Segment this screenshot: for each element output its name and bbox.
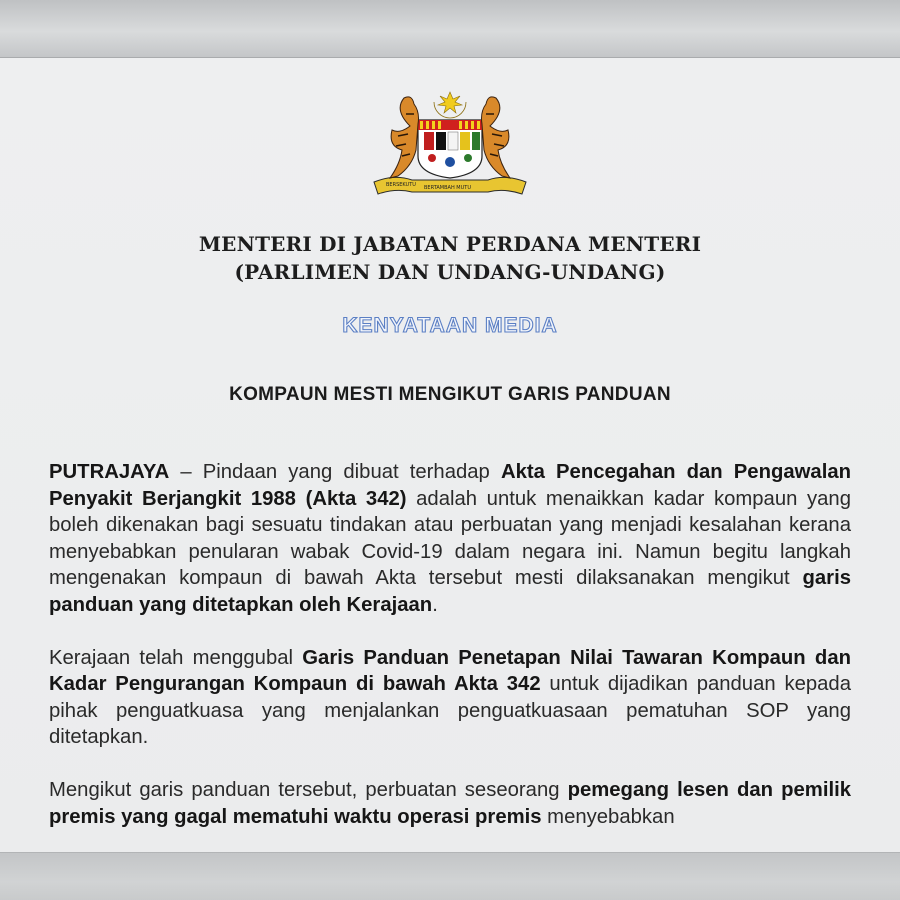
document-page bbox=[0, 58, 900, 852]
media-statement-title: KENYATAAN MEDIA bbox=[342, 314, 558, 337]
dateline: PUTRAJAYA bbox=[49, 461, 170, 483]
malaysia-coat-of-arms-icon bbox=[364, 90, 536, 202]
statement-headline: KOMPAUN MESTI MENGIKUT GARIS PANDUAN bbox=[229, 384, 671, 405]
bottom-bezel bbox=[0, 852, 900, 900]
guideline-phrase: garis panduan yang ditetapkan oleh Kerajaan bbox=[49, 567, 851, 616]
paragraph-1: PUTRAJAYA – Pindaan yang dibuat terhadap Akta Pencegahan dan Pengawalan Penyakit Berjangkit 1988 (Akta 342) adalah untuk menaikkan kadar kompaun yang boleh dikenakan bagi sesuatu tindakan atau perbuatan yang menjadi kesalahan kerana menyebabkan penularan wabak Covid-19 dalam negara ini. Namun begitu langkah mengenakan kompaun di bawah Akta tersebut mesti dilaksanakan mengikut garis panduan yang ditetapkan oleh Kerajaan. bbox=[49, 461, 851, 616]
crest-motto-left: BERSEKUTU bbox=[386, 182, 416, 188]
guideline-title: Garis Panduan Penetapan Nilai Tawaran Kompaun dan Kadar Pengurangan Kompaun di bawah Akta 342 bbox=[49, 646, 851, 696]
ministry-heading bbox=[0, 230, 900, 286]
crest-motto-right: BERTAMBAH MUTU bbox=[424, 185, 471, 191]
statement-body bbox=[49, 459, 851, 852]
paragraph-3: Mengikut garis panduan tersebut, perbuatan seseorang pemegang lesen dan pemilik premis yang gagal mematuhi waktu operasi premis menyebabkan bbox=[49, 778, 851, 828]
licence-holder-phrase: pemegang lesen dan pemilik premis yang gagal mematuhi waktu operasi premis bbox=[49, 778, 851, 828]
ministry-line-1: MENTERI DI JABATAN PERDANA MENTERI bbox=[198, 232, 702, 256]
act-name: Akta Pencegahan dan Pengawalan Penyakit Berjangkit 1988 (Akta 342) bbox=[49, 461, 851, 510]
top-bezel bbox=[0, 0, 900, 58]
paragraph-2: Kerajaan telah menggubal Garis Panduan Penetapan Nilai Tawaran Kompaun dan Kadar Pengurangan Kompaun di bawah Akta 342 untuk dijadikan panduan kepada pihak penguatkuasa yang menjalankan penguatkuasaan pematuhan SOP yang ditetapkan. bbox=[49, 646, 851, 749]
ministry-line-2: (PARLIMEN DAN UNDANG-UNDANG) bbox=[234, 260, 666, 284]
